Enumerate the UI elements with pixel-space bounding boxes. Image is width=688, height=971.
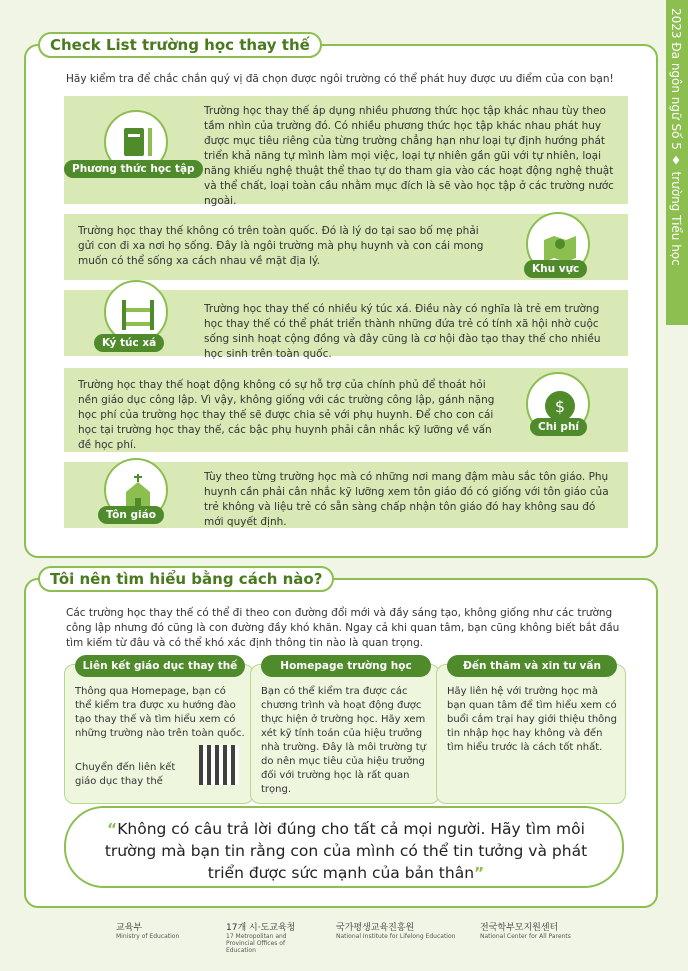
row-study-method-text: Trường học thay thế áp dụng nhiều phương thức học tập khác nhau tùy theo tầm nhìn của trường đó. Có nhiều phương thức học tập khác nhau phát huy được mục tiêu riêng của từng trường chẳng hạn như loại tự định hướng phát triển khả năng tự mình làm mọi việc, loại tự nhiên gần gũi với tự nhiên, loại năng khiếu nghệ thuật thể thao tự do tham gia vào các hoạt động nghệ thuật và thể chất, loại toàn cầu nhằm mục đích là sẽ vào học tập ở các trường nước ngoài. bbox=[204, 105, 614, 207]
footer-ministry-en: Ministry of Education bbox=[116, 933, 180, 940]
label-religion: Tôn giáo bbox=[98, 506, 164, 524]
label-dormitory: Ký túc xá bbox=[94, 334, 164, 352]
col-visit-title: Đến thăm và xin tư vấn bbox=[447, 655, 617, 677]
col-visit-text: Hãy liên hệ với trường học mà bạn quan tâm để tìm hiểu xem có buổi cắm trại hay giới thiệu thông tin nhập học hay không và đến tìm hiểu trước là cách tốt nhất. bbox=[447, 686, 617, 753]
footer-ministry-name: 교육부 bbox=[116, 923, 143, 933]
label-study-method: Phương thức học tập bbox=[64, 160, 203, 178]
col-school-homepage bbox=[250, 660, 440, 804]
howto-title: Tôi nên tìm hiểu bằng cách nào? bbox=[38, 566, 334, 592]
quote-open-icon: “ bbox=[107, 820, 118, 838]
footer-nile-en: National Institute for Lifelong Education bbox=[336, 933, 456, 940]
footer-offices-name: 17개 시·도교육청 bbox=[226, 923, 296, 933]
svg-text:$: $ bbox=[554, 397, 566, 416]
side-tab bbox=[666, 0, 688, 325]
footer-parents-center-en: National Center for All Parents bbox=[480, 933, 571, 940]
col-school-homepage-text: Bạn có thể kiểm tra được các chương trình và hoạt động được thực hiện ở trường học. Hãy xem xét kỹ tính toán của hiệu trưởng nhà trường. Đây là môi trường tự do nên mục tiêu của hiệu trưởng đối với trường học là rất quan trọng. bbox=[261, 686, 426, 795]
col-alt-edu-link-title: Liên kết giáo dục thay thế bbox=[75, 655, 245, 677]
row-religion-text: Tùy theo từng trường học mà có những nơi mang đậm màu sắc tôn giáo. Phụ huynh cần phải cân nhắc kỹ lưỡng xem tôn giáo đó có giống với tôn giáo của trẻ không và liệu trẻ có sẵn sàng chấp nhận tôn giáo đó hay không sau đó mới quyết định. bbox=[204, 471, 609, 528]
footer-parents-center bbox=[480, 920, 571, 940]
footer-offices bbox=[226, 920, 316, 954]
footer-nile bbox=[336, 920, 455, 940]
checklist-title: Check List trường học thay thế bbox=[38, 32, 322, 58]
footer-nile-name: 국가평생교육진흥원 bbox=[336, 923, 415, 933]
col-visit bbox=[436, 660, 626, 804]
quote-bubble bbox=[64, 806, 624, 888]
label-region: Khu vực bbox=[524, 260, 587, 278]
checklist-intro: Hãy kiểm tra để chắc chắn quý vị đã chọn được ngôi trường có thể phát huy được ưu điểm của con bạn! bbox=[66, 73, 614, 85]
howto-intro: Các trường học thay thế có thể đi theo con đường đổi mới và đầy sáng tạo, không giống như các trường công lập nhưng đó cũng là con đường đầy khó khăn. Ngay cả khi quan tâm, bạn cũng không biết bắt đầu tìm kiếm từ đâu và có thể khó xác định thông tin nào là quan trọng. bbox=[66, 607, 620, 649]
quote-close-icon: ” bbox=[474, 864, 485, 882]
label-cost: Chi phí bbox=[530, 418, 587, 436]
footer-parents-center-name: 전국학부모지원센터 bbox=[480, 923, 559, 933]
row-dormitory-text: Trường học thay thế có nhiều ký túc xá. Điều này có nghĩa là trẻ em trường học thay thế có thể phát triển thành những đứa trẻ có tính xã hội nhờ cuộc sống sinh hoạt cộng đồng và đây cũng là cơ hội đào tạo thay thế cho nhiều học sinh trên toàn quốc. bbox=[204, 303, 601, 360]
col-alt-edu-link bbox=[64, 660, 254, 804]
quote-text: Không có câu trả lời đúng cho tất cả mọi người. Hãy tìm môi trường mà bạn tin rằng con của mình có thể tin tưởng và phát triển được sức mạnh của bản thân bbox=[104, 820, 588, 882]
alt-edu-link[interactable]: Chuyển đến liên kết giáo dục thay thế bbox=[75, 762, 176, 787]
row-cost-text: Trường học thay thế hoạt động không có sự hỗ trợ của chính phủ để thoát hỏi nền giáo dục công lập. Vì vậy, không giống với các trường công lập, gánh nặng học phí của trường học thay thế sẽ được chia sẻ với phụ huynh. Để cho con cái học tại trường học thay thế, các bậc phụ huynh phải cân nhắc kỹ lưỡng về vấn đề học phí. bbox=[78, 379, 495, 451]
footer-ministry bbox=[116, 920, 179, 940]
qr-code[interactable] bbox=[199, 745, 239, 785]
footer-offices-en: 17 Metropolitan and Provincial Offices of Education bbox=[226, 933, 287, 954]
col-school-homepage-title: Homepage trường học bbox=[261, 655, 431, 677]
col-alt-edu-link-text: Thông qua Homepage, bạn có thể kiểm tra được xu hướng đào tạo thay thế và tìm hiểu xem có những trường nào trên toàn quốc. bbox=[75, 686, 245, 739]
side-tab-text: 2023 Đa ngôn ngữ Số 5 ♦ trường Tiểu học bbox=[669, 8, 683, 266]
row-region-text: Trường học thay thế không có trên toàn quốc. Đó là lý do tại sao bố mẹ phải gửi con đi xa nơi họ sống. Đây là ngôi trường mà phụ huynh và con cái mong muốn có thể sống xa cách nhau về mặt địa lý. bbox=[78, 225, 484, 267]
